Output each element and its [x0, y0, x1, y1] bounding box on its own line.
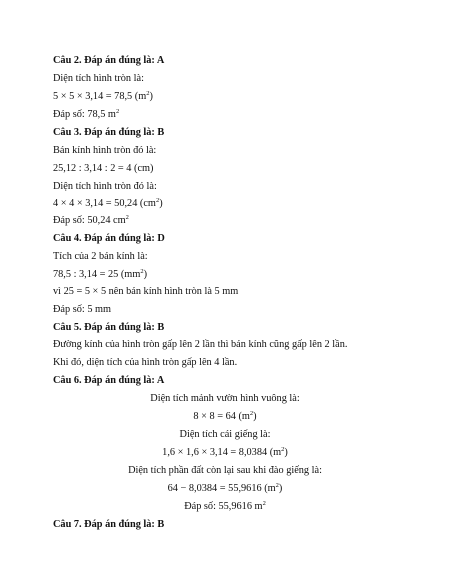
q2-answer: Đáp số: 78,5 $m^2$ [53, 108, 120, 120]
q3-line-3: Diện tích hình tròn đó là: [53, 181, 157, 192]
q6-line-1: Diện tích mảnh vườn hình vuông là: [150, 393, 300, 404]
q3-line-1: Bán kính hình tròn đó là: [53, 145, 157, 156]
q3-heading: Câu 3. Đáp án đúng là: B [53, 127, 165, 138]
q5-line-2: Khi đó, diện tích của hình tròn gấp lên 4 lần. [53, 357, 238, 368]
q2-line-1: Diện tích hình tròn là: [53, 73, 144, 84]
q6-line-6: 64 − 8,0384 = 55,9616 $(m^2)$ [167, 482, 283, 494]
q6-heading: Câu 6. Đáp án đúng là: A [53, 375, 165, 386]
q4-line-2: 78,5 : 3,14 = 25 $(mm^2)$ [53, 268, 148, 280]
q2-heading: Câu 2. Đáp án đúng là: A [53, 55, 165, 66]
q4-line-1: Tích của 2 bán kính là: [53, 251, 148, 262]
q6-answer: Đáp số: 55,9616 $m^2$ [184, 500, 266, 512]
q3-line-4: 4 × 4 × 3,14 = 50,24 $(cm^2)$ [53, 197, 163, 209]
q6-line-5: Diện tích phần đất còn lại sau khi đào giếng là: [128, 465, 322, 476]
q6-line-4: 1,6 × 1,6 × 3,14 = 8,0384 $(m^2)$ [162, 446, 288, 458]
q5-line-1: Đường kính của hình tròn gấp lên 2 lần thì bán kính cũng gấp lên 2 lần. [53, 339, 348, 350]
q3-line-2: 25,12 : 3,14 : 2 = 4 (cm) [53, 163, 154, 174]
q6-line-2: 8 × 8 = 64 $(m^2)$ [193, 410, 257, 422]
q4-line-3: vì 25 = 5 × 5 nên bán kính hình tròn là 5 mm [53, 286, 239, 297]
q3-answer: Đáp số: 50,24 $cm^2$ [53, 214, 129, 226]
q7-heading: Câu 7. Đáp án đúng là: B [53, 519, 165, 530]
q5-heading: Câu 5. Đáp án đúng là: B [53, 322, 165, 333]
q2-line-2: 5 × 5 × 3,14 = 78,5 $(m^2)$ [53, 90, 153, 102]
q4-answer: Đáp số: 5 mm [53, 304, 112, 315]
q6-line-3: Diện tích cái giếng là: [179, 429, 271, 440]
q4-heading: Câu 4. Đáp án đúng là: D [53, 233, 165, 244]
